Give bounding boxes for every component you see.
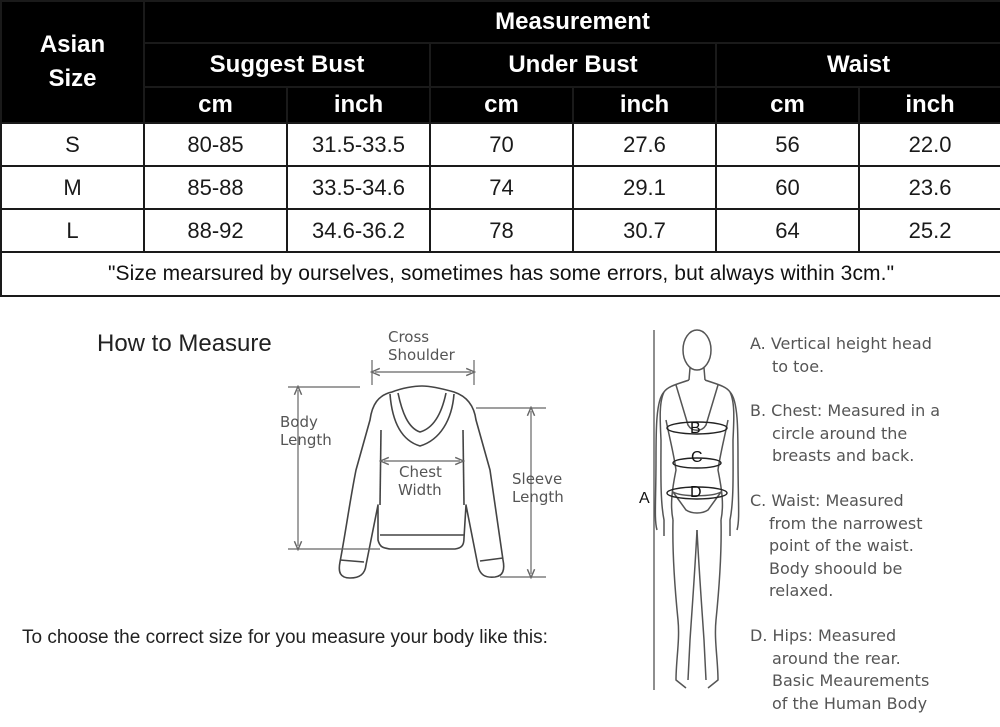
label-line: Width	[398, 481, 442, 499]
desc-line: C. Waist: Measured	[750, 491, 904, 510]
desc-line: Body shoould be	[769, 558, 903, 578]
table-cell: 56	[716, 123, 859, 166]
table-cell: 70	[430, 123, 573, 166]
waist-header: Waist	[716, 43, 1000, 87]
table-cell: 74	[430, 166, 573, 209]
table-cell: 33.5-34.6	[287, 166, 430, 209]
unit-header: inch	[287, 87, 430, 123]
cross-shoulder-label	[388, 328, 455, 364]
choose-size-instruction: To choose the correct size for you measure your body like this:	[22, 627, 548, 648]
size-cell: S	[1, 123, 144, 166]
unit-header: inch	[859, 87, 1000, 123]
body-figure-illustration	[655, 330, 738, 688]
size-disclaimer-note: "Size mearsured by ourselves, sometimes has some errors, but always within 3cm."	[1, 252, 1000, 296]
desc-line: D. Hips: Measured	[750, 626, 897, 645]
table-cell: 23.6	[859, 166, 1000, 209]
desc-line: A. Vertical height head	[750, 334, 932, 353]
desc-line: relaxed.	[769, 581, 834, 600]
table-cell: 29.1	[573, 166, 716, 209]
table-cell: 25.2	[859, 209, 1000, 252]
how-to-measure-title: How to Measure	[97, 330, 272, 357]
label-line: Length	[280, 431, 332, 449]
description-d	[750, 625, 929, 715]
table-cell: 30.7	[573, 209, 716, 252]
letter-a-label: A	[639, 490, 650, 507]
table-cell: 31.5-33.5	[287, 123, 430, 166]
chest-width-label	[398, 463, 442, 499]
table-cell: 27.6	[573, 123, 716, 166]
under-bust-header: Under Bust	[430, 43, 716, 87]
sleeve-length-label	[512, 470, 564, 506]
desc-line: breasts and back.	[772, 446, 915, 465]
desc-line: to toe.	[772, 356, 825, 376]
table-cell: 64	[716, 209, 859, 252]
table-cell: 80-85	[144, 123, 287, 166]
desc-line: B. Chest: Measured in a	[750, 401, 941, 420]
desc-line: Basic Meaurements	[772, 671, 930, 690]
description-c	[750, 490, 922, 603]
table-cell: 85-88	[144, 166, 287, 209]
table-cell: 34.6-36.2	[287, 209, 430, 252]
letter-b-label: B	[690, 420, 701, 437]
desc-line: of the Human Body	[772, 693, 928, 713]
body-length-label	[280, 413, 332, 449]
size-cell: M	[1, 166, 144, 209]
table-cell: 78	[430, 209, 573, 252]
label-line: Sleeve	[512, 470, 563, 488]
body-length-dimension	[288, 387, 380, 549]
letter-d-label: D	[690, 484, 702, 501]
unit-header: cm	[144, 87, 287, 123]
table-cell: 88-92	[144, 209, 287, 252]
unit-header: inch	[573, 87, 716, 123]
desc-line: from the narrowest	[769, 513, 923, 533]
label-line: Length	[512, 488, 564, 506]
label-line: Cross	[388, 328, 430, 346]
label-line: Body	[280, 413, 318, 431]
unit-header: cm	[716, 87, 859, 123]
asian-size-label: Asian Size	[39, 31, 106, 92]
table-cell: 60	[716, 166, 859, 209]
size-cell: L	[1, 209, 144, 252]
label-line: Chest	[399, 463, 442, 481]
description-b	[750, 400, 940, 468]
table-cell: 22.0	[859, 123, 1000, 166]
desc-line: point of the waist.	[769, 536, 914, 555]
label-line: Shoulder	[388, 346, 455, 364]
unit-header: cm	[430, 87, 573, 123]
description-a	[750, 333, 932, 378]
desc-line: around the rear.	[772, 648, 901, 668]
desc-line: circle around the	[772, 423, 908, 443]
measurement-header: Measurement	[144, 1, 1000, 43]
suggest-bust-header: Suggest Bust	[144, 43, 430, 87]
letter-c-label: C	[691, 449, 703, 466]
